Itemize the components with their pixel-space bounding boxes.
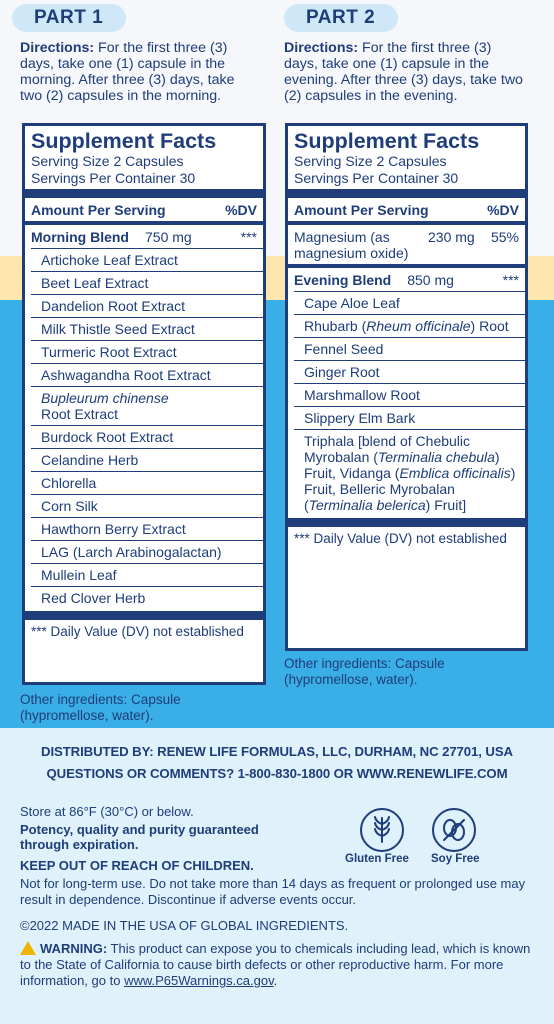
- magnesium-row: [294, 225, 519, 264]
- part-1-tab: PART 1: [12, 4, 126, 32]
- facts-title: Supplement Facts: [294, 129, 480, 153]
- ingredient-row: Artichoke Leaf Extract: [31, 248, 263, 271]
- ingredient-text: ) Fruit]: [425, 497, 467, 513]
- ingredient-row: Celandine Herb: [31, 448, 263, 471]
- facts-title: Supplement Facts: [31, 129, 217, 153]
- ingredient-row: Slippery Elm Bark: [294, 406, 525, 429]
- blend-dv: ***: [240, 229, 257, 245]
- servings-per-container: Servings Per Container 30: [31, 170, 196, 186]
- directions-text: For the first three (3) days, take one (1) capsule in the evening. After three (3) days, take two (2) capsules in the evening.: [284, 40, 523, 104]
- ingredient-row: Ashwagandha Root Extract: [31, 363, 263, 386]
- ingredient-row: Burdock Root Extract: [31, 425, 263, 448]
- amount-header: Amount Per Serving: [294, 202, 429, 218]
- gluten-free-label: Gluten Free: [345, 853, 409, 865]
- ingredient-row: Dandelion Root Extract: [31, 294, 263, 317]
- ingredient-row: Corn Silk: [31, 494, 263, 517]
- dv-footnote: *** Daily Value (DV) not established: [31, 624, 244, 639]
- ingredient-row: Rhubarb (Rheum officinale) Root: [294, 314, 525, 337]
- ingredient-latin-name: Terminalia chebula: [377, 449, 495, 465]
- ingredient-name: Rhubarb: [304, 318, 362, 334]
- morning-blend-row: [31, 225, 257, 248]
- magnesium-dv: 55%: [490, 229, 519, 245]
- storage-text: Store at 86°F (30°C) or below.: [20, 804, 194, 819]
- ingredient-row: Hawthorn Berry Extract: [31, 517, 263, 540]
- ingredient-text: ) Fruit, Belleric Myrobalan (: [304, 465, 516, 513]
- ingredient-row: Ginger Root: [294, 360, 525, 383]
- ingredient-latin-name: Terminalia belerica: [308, 497, 426, 513]
- usage-warning: Not for long-term use. Do not take more than 14 days as frequent or prolonged use may result in dependence. Discontinue if adverse events occur.: [20, 876, 526, 907]
- ingredient-row: Fennel Seed: [294, 337, 525, 360]
- questions-line: QUESTIONS OR COMMENTS? 1-800-830-1800 OR WWW.RENEWLIFE.COM: [46, 766, 508, 781]
- serving-size: Serving Size 2 Capsules: [294, 153, 447, 169]
- amount-header-row: [31, 198, 257, 221]
- gluten-free-badge: [360, 808, 404, 852]
- prop65-warning: [20, 941, 540, 989]
- dv-header: %DV: [487, 202, 519, 218]
- ingredient-row: [31, 386, 263, 425]
- directions-label: Directions:: [20, 40, 95, 56]
- ingredient-row: Mullein Leaf: [31, 563, 263, 586]
- ingredient-latin-name: Rheum officinale: [366, 318, 471, 334]
- thick-divider: [288, 518, 525, 527]
- ingredient-row: LAG (Larch Arabinogalactan): [31, 540, 263, 563]
- warning-text: This product can expose you to chemicals including lead, which is known to the State of California to cause birth defects or other reproductive harm. For more information, go to: [20, 941, 531, 988]
- ingredient-row: Turmeric Root Extract: [31, 340, 263, 363]
- dv-header: %DV: [225, 202, 257, 218]
- ingredient-text: Triphala [blend of Chebulic Myrobalan (: [304, 433, 471, 465]
- amount-header-row: [294, 198, 519, 221]
- ingredient-row: Beet Leaf Extract: [31, 271, 263, 294]
- potency-text: Potency, quality and purity guaranteed through expiration.: [20, 822, 259, 852]
- other-ingredients-part-2: Other ingredients: Capsule (hypromellose, water).: [284, 656, 445, 687]
- soybean-icon: [434, 810, 474, 850]
- ingredient-row: Cape Aloe Leaf: [294, 291, 525, 314]
- other-ingredients-part-1: Other ingredients: Capsule (hypromellose, water).: [20, 692, 181, 723]
- warning-icon: [20, 941, 36, 955]
- made-in-usa: ©2022 MADE IN THE USA OF GLOBAL INGREDIENTS.: [20, 918, 349, 933]
- blend-dv: ***: [502, 272, 519, 288]
- serving-size: Serving Size 2 Capsules: [31, 153, 184, 169]
- blend-amount: 850 mg: [407, 272, 454, 288]
- servings-per-container: Servings Per Container 30: [294, 170, 459, 186]
- directions-label: Directions:: [284, 40, 359, 56]
- blend-amount: 750 mg: [145, 229, 192, 245]
- part-1-directions: [20, 40, 260, 104]
- p65-link[interactable]: www.P65Warnings.ca.gov: [124, 973, 274, 988]
- thick-divider: [25, 611, 263, 620]
- ingredient-row: [294, 429, 525, 516]
- ingredient-latin-name: Emblica officinalis: [399, 465, 511, 481]
- blend-name: Evening Blend: [294, 272, 392, 288]
- soy-free-label: Soy Free: [431, 853, 480, 865]
- supplement-facts-part-2: [285, 123, 528, 651]
- evening-blend-row: [294, 268, 519, 291]
- warning-label: WARNING:: [40, 941, 108, 956]
- ingredient-row: Milk Thistle Seed Extract: [31, 317, 263, 340]
- amount-header: Amount Per Serving: [31, 202, 166, 218]
- magnesium-name: Magnesium (as magnesium oxide): [294, 229, 409, 261]
- ingredient-part: Root Extract: [41, 406, 119, 422]
- magnesium-amount: 230 mg: [428, 229, 475, 245]
- dv-footnote: *** Daily Value (DV) not established: [294, 531, 507, 546]
- distributor-line: DISTRIBUTED BY: RENEW LIFE FORMULAS, LLC, DURHAM, NC 27701, USA: [41, 744, 513, 759]
- ingredient-row: Chlorella: [31, 471, 263, 494]
- ingredient-latin-name: Bupleurum chinense: [41, 390, 169, 406]
- part-2-tab: PART 2: [284, 4, 398, 32]
- ingredient-part: ) Root: [470, 318, 509, 334]
- ingredient-text: ) Fruit, Vidanga (: [304, 449, 500, 481]
- supplement-facts-part-1: [22, 123, 266, 685]
- warning-end: .: [273, 973, 278, 988]
- thick-divider: [288, 189, 525, 198]
- soy-free-badge: [432, 808, 476, 852]
- thick-divider: [25, 189, 263, 198]
- keep-out-text: KEEP OUT OF REACH OF CHILDREN.: [20, 858, 254, 873]
- directions-text: For the first three (3) days, take one (1) capsule in the morning. After three (3) days, take two (2) capsules in the morning.: [20, 40, 235, 104]
- ingredient-row: Marshmallow Root: [294, 383, 525, 406]
- part-2-directions: [284, 40, 528, 104]
- wheat-icon: [362, 810, 402, 850]
- blend-name: Morning Blend: [31, 229, 129, 245]
- ingredient-row: Red Clover Herb: [31, 586, 263, 609]
